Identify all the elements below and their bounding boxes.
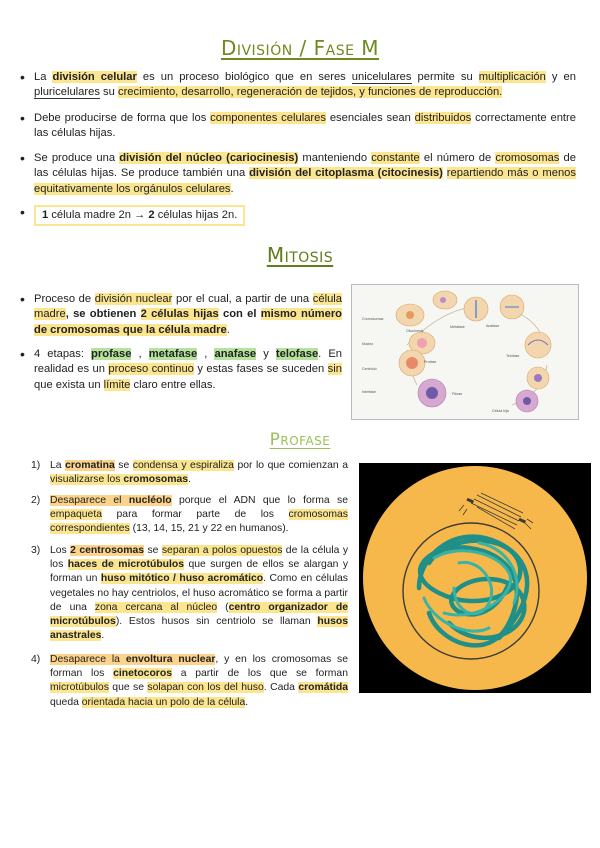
- cell-ratio-box: 1 célula madre 2n → 2 células hijas 2n.: [34, 205, 245, 226]
- diagram-label-metafase: Metafase: [450, 325, 465, 329]
- cycle-cell-profase: [399, 350, 425, 376]
- section-title-mitosis: Mitosis: [266, 243, 334, 267]
- diagram-label-celula-hija: Célula hija: [492, 409, 509, 413]
- cycle-cell-metafase: [464, 297, 488, 321]
- cycle-cell-telofase: [525, 332, 551, 358]
- diagram-label-cromosomas: Cromosomas: [362, 317, 384, 321]
- diagram-label-citocinesis: Citocinesis: [406, 329, 424, 333]
- profase-item-3: 3) Los 2 centrosomas se separan a polos opuestos de la célula y los haces de microtúbulos que surgen de ellos se alargan y forman un huso mitótico / huso acromático. Como en células vegetales no hay centriolos, el huso acromático se forma a partir de una zona cercana al núcleo (centro organizador de microtúbulos). Estos husos sin centriolo se llaman husos anastrales.: [31, 545, 349, 642]
- cycle-cell-citocinesis: [396, 304, 424, 326]
- division-point-1: • La división celular es un proceso biológico que en seres unicelulares permite su multiplicación y en pluricelulares su crecimiento, desarrollo, regeneración de tejidos, y funciones de reproducción.: [34, 70, 576, 101]
- diagram-label-interfase: Interfase: [362, 390, 376, 394]
- section-title-division: División / Fase M: [220, 36, 380, 60]
- diagram-label-nucleo: Núcleo: [362, 342, 374, 346]
- diagram-label-telofase: Telofase: [506, 354, 520, 358]
- diagram-label-centriolo: Centríolo: [362, 367, 377, 371]
- diagram-label-fibras: Fibras: [452, 392, 462, 396]
- cycle-cell-final: [516, 390, 538, 412]
- profase-cell-illustration: [359, 463, 591, 693]
- mitosis-point-2: • 4 etapas: profase , metafase , anafase y telofase. En realidad es un proceso continuo y estas fases se suceden sin que exista un límite claro entre ellas.: [34, 347, 342, 393]
- mitosis-cycle-diagram: [351, 284, 579, 420]
- cycle-cell-anafase: [500, 295, 524, 319]
- division-point-4: [34, 205, 434, 226]
- diagram-label-anafase: Anafase: [486, 324, 500, 328]
- profase-item-4: 4) Desaparece la envoltura nuclear, y en los cromosomas se forman los cinetocoros a partir de los que se forman microtúbulos que se solapan con los del huso. Cada cromátida queda orientada hacia un polo de la célula.: [31, 654, 348, 708]
- mitosis-point-1: • Proceso de división nuclear por el cual, a partir de una célula madre, se obtienen 2 células hijas con el mismo número de cromosomas que la célula madre.: [34, 292, 342, 338]
- division-point-3: • Se produce una división del núcleo (cariocinesis) manteniendo constante el número de cromosomas de las células hijas. Se produce también una división del citoplasma (citocinesis) repartiendo más o menos equitativamente los orgánulos celulares.: [34, 151, 576, 197]
- cycle-cell-1: [433, 291, 457, 309]
- diagram-label-profase: Profase: [424, 360, 437, 364]
- section-title-profase: Profase: [269, 430, 331, 450]
- profase-item-2: 2) Desaparece el nucléolo porque el ADN que lo forma se empaqueta para formar parte de los cromosomas correspondientes (13, 14, 15, 21 y 22 en humanos).: [31, 495, 348, 535]
- division-point-2: • Debe producirse de forma que los componentes celulares esenciales sean distribuidos correctamente entre las células hijas.: [34, 111, 576, 142]
- profase-item-1: 1) La cromatina se condensa y espiraliza por lo que comienzan a visualizarse los cromosomas.: [31, 460, 348, 486]
- cycle-cell-interfase: [418, 379, 446, 407]
- cycle-cell-daughter: [527, 367, 549, 389]
